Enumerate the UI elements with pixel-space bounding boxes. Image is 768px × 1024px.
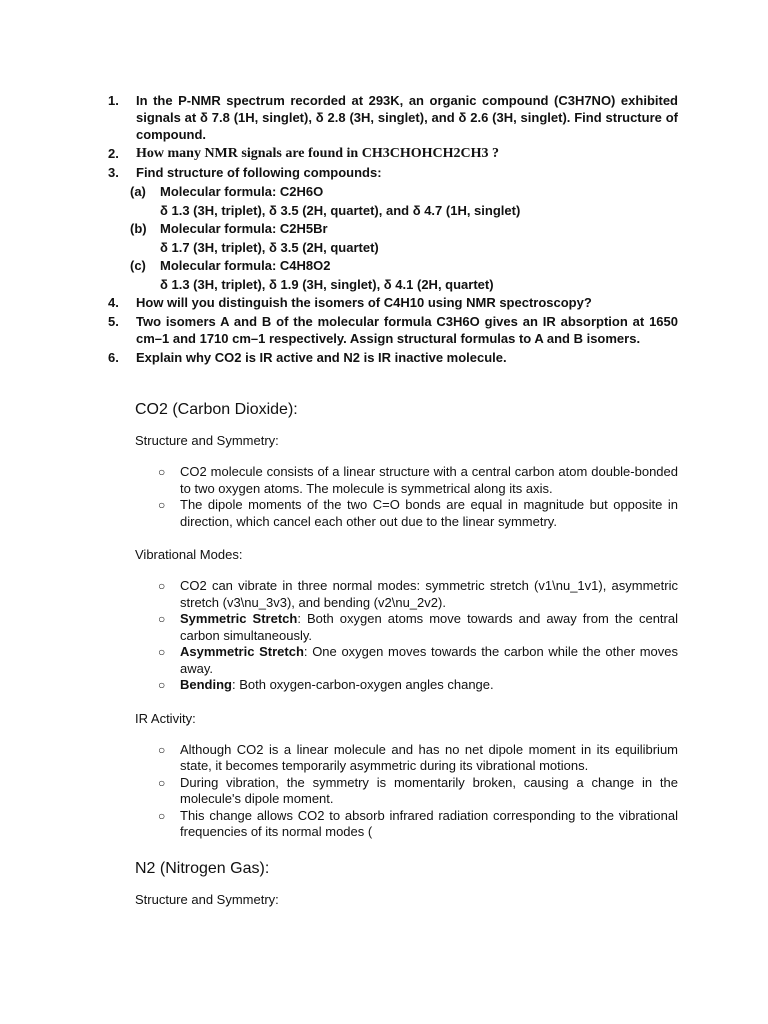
question-6	[108, 349, 678, 366]
q3-part-c	[130, 257, 678, 276]
q3-part-b-signals: δ 1.7 (3H, triplet), δ 3.5 (2H, quartet)	[160, 239, 379, 255]
list-item: ○ CO2 can vibrate in three normal modes: symmetric stretch (v1\nu_1v1), asymmetric stretch (v3\nu_3v3), and bending (v2\nu_2v2).	[158, 578, 678, 610]
question-list	[108, 92, 678, 368]
answer-section	[135, 398, 678, 923]
q3-part-c-signals: δ 1.3 (3H, triplet), δ 1.9 (3H, singlet), δ 4.1 (2H, quartet)	[160, 276, 494, 292]
co2-ir-heading: IR Activity:	[135, 710, 196, 726]
bullet-icon: ○	[158, 775, 166, 790]
question-text: Two isomers A and B of the molecular formula C3H6O gives an IR absorption at 1650 cm–1 and 1710 cm–1 respectively. Assign structural formulas to A and B isomers.	[136, 314, 678, 346]
list-item: ○ The dipole moments of the two C=O bonds are equal in magnitude but opposite in direction, which cancel each other out due to the linear symmetry.	[158, 497, 678, 529]
mode-term: Symmetric Stretch	[180, 611, 298, 626]
question-5	[108, 313, 678, 347]
list-item: ○ During vibration, the symmetry is momentarily broken, causing a change in the molecule's dipole moment.	[158, 774, 678, 806]
question-number: 3.	[108, 165, 119, 180]
co2-vibrational-heading: Vibrational Modes:	[135, 547, 243, 562]
bullet-icon: ○	[158, 808, 166, 823]
part-label: (b)	[130, 221, 147, 236]
bullet-icon: ○	[158, 465, 166, 479]
question-2	[108, 145, 678, 162]
list-item: ○ Asymmetric Stretch: One oxygen moves towards the carbon while the other moves away.	[158, 644, 679, 676]
list-item: ○ This change allows CO2 to absorb infrared radiation corresponding to the vibrational frequencies of its normal modes (	[158, 807, 678, 839]
list-item: ○ Symmetric Stretch: Both oxygen atoms move towards and away from the central carbon simultaneously.	[158, 611, 678, 643]
q3-part-b	[130, 220, 678, 239]
co2-structure-heading: Structure and Symmetry:	[135, 433, 279, 448]
q3-part-a-signals: δ 1.3 (3H, triplet), δ 3.5 (2H, quartet), and δ 4.7 (1H, singlet)	[160, 202, 521, 218]
co2-ir-list	[135, 742, 678, 841]
part-formula: Molecular formula: C2H6O	[160, 184, 324, 199]
bullet-icon: ○	[158, 678, 166, 692]
part-label: (a)	[130, 184, 146, 199]
question-number: 2.	[108, 146, 119, 161]
question-number: 6.	[108, 350, 119, 365]
list-item: ○ Bending: Both oxygen-carbon-oxygen angles change.	[158, 677, 494, 692]
q3-part-a	[130, 183, 678, 202]
bullet-icon: ○	[158, 579, 166, 593]
part-formula: Molecular formula: C2H5Br	[160, 221, 328, 236]
part-label: (c)	[130, 258, 146, 273]
bullet-icon: ○	[158, 498, 166, 512]
bullet-icon: ○	[158, 612, 166, 626]
question-text: Explain why CO2 is IR active and N2 is IR inactive molecule.	[136, 350, 507, 365]
list-item: ○ Although CO2 is a linear molecule and has no net dipole moment in its equilibrium state, it becomes temporarily asymmetric during its vibrational motions.	[158, 741, 678, 773]
co2-structure-list	[135, 464, 678, 530]
mode-term: Asymmetric Stretch	[180, 644, 304, 659]
question-number: 5.	[108, 314, 119, 329]
question-text: How will you distinguish the isomers of C4H10 using NMR spectroscopy?	[136, 295, 592, 310]
question-number: 1.	[108, 93, 119, 108]
list-item: ○ CO2 molecule consists of a linear structure with a central carbon atom double-bonded to two oxygen atoms. The molecule is symmetrical along its axis.	[158, 464, 678, 496]
part-formula: Molecular formula: C4H8O2	[160, 258, 331, 273]
n2-heading: N2 (Nitrogen Gas):	[135, 859, 270, 877]
bullet-icon: ○	[158, 742, 166, 757]
question-text: In the P-NMR spectrum recorded at 293K, an organic compound (C3H7NO) exhibited signals at δ 7.8 (1H, singlet), δ 2.8 (3H, singlet), and δ 2.6 (3H, singlet). Find structure of compound.	[136, 93, 678, 142]
mode-term: Bending	[180, 677, 232, 692]
question-1	[108, 92, 678, 143]
co2-heading: CO2 (Carbon Dioxide):	[135, 401, 298, 418]
bullet-icon: ○	[158, 645, 166, 659]
question-text: Find structure of following compounds:	[136, 165, 382, 180]
n2-structure-heading: Structure and Symmetry:	[135, 891, 279, 907]
question-number: 4.	[108, 295, 119, 310]
question-4	[108, 294, 678, 311]
co2-vibrational-list	[135, 578, 678, 694]
question-3	[108, 164, 678, 181]
question-text: How many NMR signals are found in CH3CHOHCH2CH3 ?	[136, 146, 499, 161]
